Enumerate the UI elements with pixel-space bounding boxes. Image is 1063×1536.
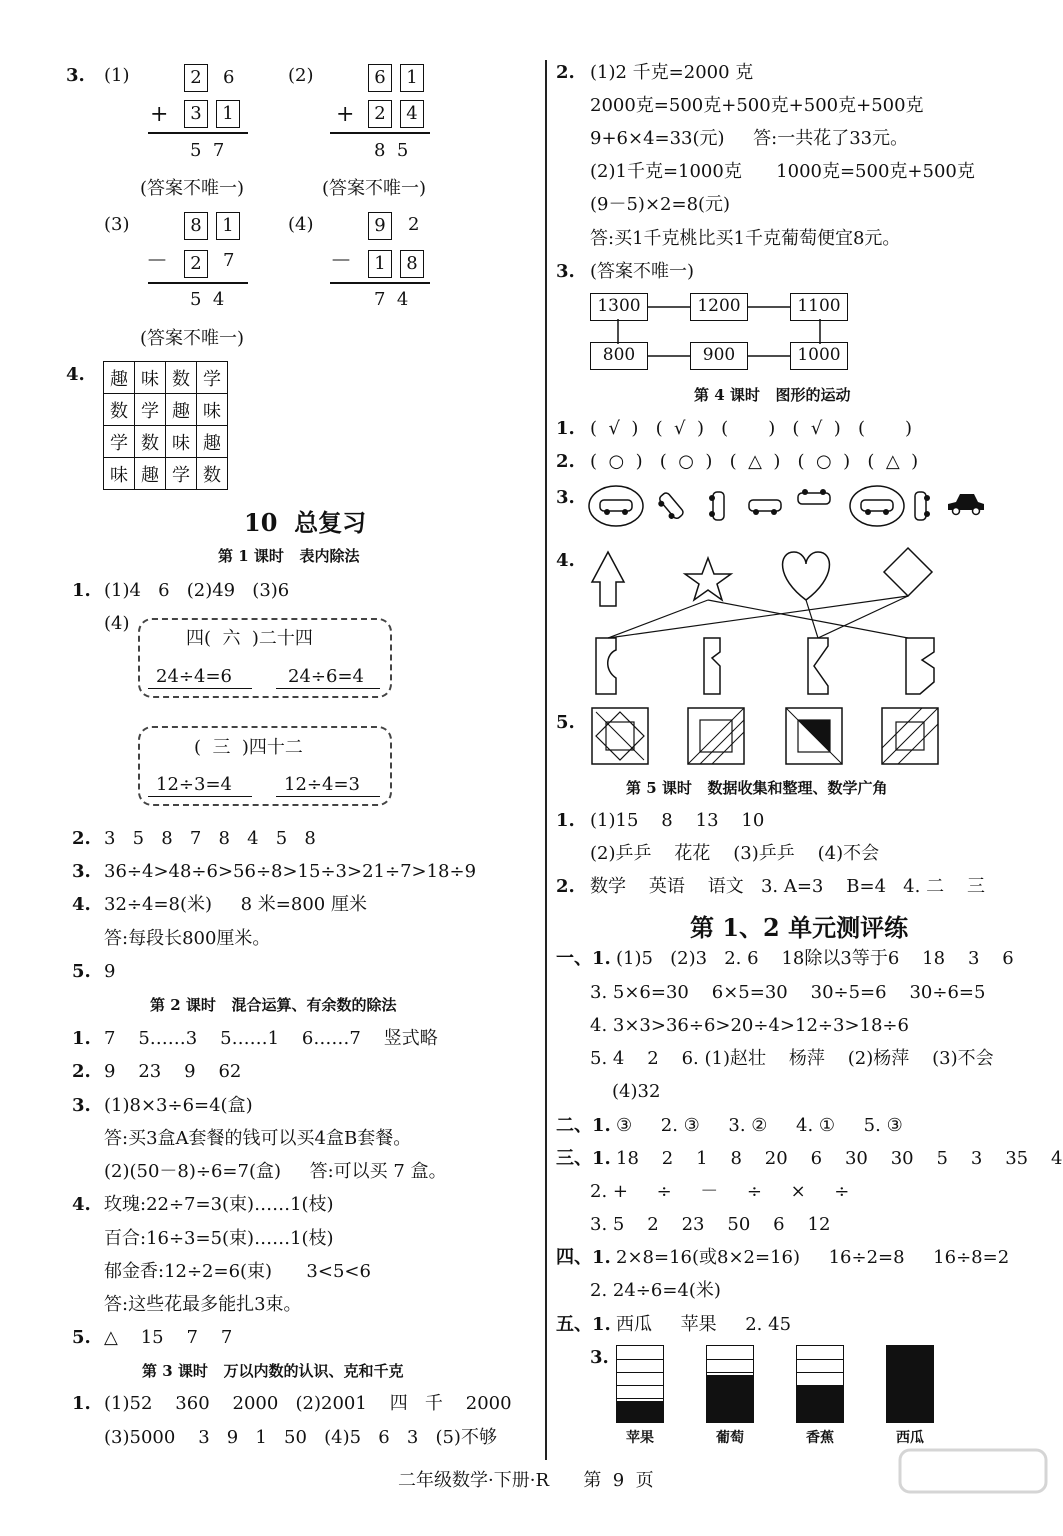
car-rotated-icon [655, 491, 684, 522]
car-flipped-icon [798, 489, 830, 504]
bar-gridline [617, 1372, 663, 1373]
square-patterns [590, 706, 950, 772]
car-solid-icon [948, 494, 984, 515]
pattern-square [882, 708, 938, 764]
question-number: 5. [72, 1327, 91, 1348]
watermark [898, 1448, 1048, 1526]
answer: 答:买3盒A套餐的钱可以买4盒B套餐。 [104, 1128, 412, 1149]
box-text: 24÷6=4 [288, 666, 364, 687]
shape-matching-diagram [586, 542, 966, 702]
answer: 4. 3×3>36÷6>20÷4>12÷3>18÷6 [590, 1015, 909, 1036]
answer: (2)(50－8)÷6=7(盒) 答:可以买 7 盒。 [104, 1161, 447, 1182]
half-shape [704, 638, 720, 694]
minus-sign: － [146, 249, 169, 274]
answer: 32÷4=8(米) 8 米=800 厘米 [104, 894, 367, 915]
part-label: (4) [104, 613, 130, 634]
bar-gridline [797, 1385, 843, 1386]
pattern-square [592, 708, 648, 764]
question-number: 5. [72, 961, 91, 982]
note: (答案不唯一) [140, 328, 245, 349]
underline [276, 688, 380, 689]
digit-box: 8 [400, 250, 424, 278]
bar-label: 西瓜 [896, 1430, 924, 1446]
bar-gridline [707, 1359, 753, 1360]
number-box: 1200 [690, 293, 748, 321]
answer: 2. + ÷ － ÷ × ÷ [590, 1181, 850, 1202]
question-number: 2. [72, 1061, 91, 1082]
bar-column [706, 1345, 754, 1423]
bar-label: 葡萄 [716, 1430, 744, 1446]
answer: 9 [104, 961, 116, 982]
half-shape [808, 638, 828, 694]
answer: (1)5 (2)3 2. 6 18除以3等于6 18 3 6 [616, 948, 1014, 969]
half-shape [906, 638, 934, 694]
answer: 7 5……3 5……1 6……7 竖式略 [104, 1028, 438, 1049]
car-figures [588, 484, 1008, 534]
bar-gridline [797, 1359, 843, 1360]
answer: 36÷4>48÷6>56÷8>15÷3>21÷7>18÷9 [104, 861, 477, 882]
answer: (1)8×3÷6=4(盒) [104, 1095, 253, 1116]
sum-line [148, 132, 248, 134]
question-number: 5. [556, 712, 575, 733]
part-label: (1) [104, 65, 130, 86]
watermark-logo-icon [898, 1448, 1048, 1526]
question-number: 2. [72, 828, 91, 849]
question-number: 3. [556, 261, 575, 282]
box-text: 12÷3=4 [156, 774, 232, 795]
result: 8 5 [374, 140, 409, 161]
car-oval-icon [850, 486, 904, 526]
digit-box: 1 [400, 64, 424, 92]
answer: (答案不唯一) [590, 261, 695, 282]
question-number: 1. [72, 580, 91, 601]
bar-gridline [617, 1398, 663, 1399]
bar-gridline [707, 1372, 753, 1373]
digit-box: 2 [184, 250, 208, 278]
number-box: 1000 [790, 342, 848, 370]
page-footer: 二年级数学·下册·R 第 9 页 [398, 1470, 654, 1491]
section-number: 五、1. [556, 1314, 611, 1335]
answer: 3 5 8 7 8 4 5 8 [104, 828, 316, 849]
question-number: 1. [72, 1393, 91, 1414]
bar-fill [707, 1375, 753, 1422]
box-text: ( 三 )四十二 [194, 737, 303, 758]
car-oval-icon [589, 486, 643, 526]
question-number: 1. [72, 1028, 91, 1049]
bar-column [886, 1345, 934, 1423]
question-number: 3. [66, 65, 85, 86]
digit-box: 4 [400, 100, 424, 128]
answer: 9 23 9 62 [104, 1061, 242, 1082]
car-vertical-icon [709, 492, 724, 520]
question-number: 4. [72, 1194, 91, 1215]
difference-line [148, 282, 248, 284]
answer: 百合:16÷3=5(束)……1(枝) [104, 1228, 334, 1249]
bar-label: 苹果 [626, 1430, 654, 1446]
difference-line [330, 282, 430, 284]
bar-fill [887, 1345, 933, 1422]
question-number: 4. [556, 550, 575, 571]
note: (答案不唯一) [322, 178, 427, 199]
diamond-icon [884, 548, 932, 596]
answer: 9+6×4=33(元) 答:一共花了33元。 [590, 128, 909, 149]
bar-fill [797, 1385, 843, 1422]
box-text: 四( 六 )二十四 [186, 628, 313, 649]
question-number: 2. [556, 62, 575, 83]
number-box: 800 [590, 342, 648, 370]
answer: 5. 4 2 6. (1)赵壮 杨萍 (2)杨萍 (3)不会 [590, 1048, 994, 1069]
bar-gridline [797, 1372, 843, 1373]
answer: (3)5000 3 9 1 50 (4)5 6 3 (5)不够 [104, 1427, 497, 1448]
digit: 6 [223, 67, 235, 88]
answer: ( √ ) ( √ ) ( ) ( √ ) ( ) [590, 418, 913, 439]
car-icon [600, 500, 632, 511]
section-number: 四、1. [556, 1247, 611, 1268]
answer: 2. 24÷6=4(米) [590, 1280, 721, 1301]
star-icon [685, 558, 731, 600]
answer: ③ 2. ③ 3. ② 4. ① 5. ③ [616, 1115, 903, 1136]
answer: (1)2 千克=2000 克 [590, 62, 754, 83]
answer: 答:每段长800厘米。 [104, 928, 271, 949]
answer: (2)1千克=1000克 1000克=500克+500克 [590, 161, 975, 182]
bar-label: 香蕉 [806, 1430, 834, 1446]
question-number: 1. [556, 810, 575, 831]
bar-gridline [617, 1385, 663, 1386]
section-number: 一、1. [556, 948, 611, 969]
question-number: 3. [72, 861, 91, 882]
word-grid: 趣 味 数 学 数 学 趣 味 学 数 味 趣 味 趣 学 数 [103, 361, 228, 490]
half-shape [596, 638, 616, 694]
underline [276, 796, 380, 797]
answer: 3. 5 2 23 50 6 12 [590, 1214, 831, 1235]
arrow-icon [592, 552, 624, 606]
question-number: 3. [590, 1347, 609, 1368]
result: 5 7 [190, 140, 225, 161]
answer: (9－5)×2=8(元) [590, 194, 731, 215]
question-number: 3. [556, 487, 575, 508]
car-icon [749, 500, 781, 515]
question-number: 4. [72, 894, 91, 915]
question-number: 2. [556, 876, 575, 897]
answer: ( ○ ) ( ○ ) ( △ ) ( ○ ) ( △ ) [590, 451, 919, 472]
underline [148, 796, 252, 797]
minus-sign: － [330, 249, 353, 274]
plus-sign: + [150, 102, 169, 127]
car-vertical-icon [915, 492, 930, 520]
part-label: (4) [288, 214, 314, 235]
box-text: 24÷4=6 [156, 666, 232, 687]
section-number: 三、1. [556, 1148, 611, 1169]
answer: (4)32 [612, 1081, 661, 1102]
result: 7 4 [374, 289, 409, 310]
section-number: 二、1. [556, 1115, 611, 1136]
digit: 2 [408, 214, 420, 235]
lesson-title: 第 3 课时 万以内数的认识、克和千克 [142, 1362, 404, 1380]
lesson-title: 第 1 课时 表内除法 [218, 547, 360, 565]
answer: (1)15 8 13 10 [590, 810, 765, 831]
answer: (1)4 6 (2)49 (3)6 [104, 580, 290, 601]
answer: 答:买1千克桃比买1千克葡萄便宜8元。 [590, 228, 901, 249]
lesson-title: 第 5 课时 数据收集和整理、数学广角 [626, 779, 888, 797]
question-number: 4. [66, 364, 85, 385]
lesson-title: 第 4 课时 图形的运动 [694, 386, 851, 404]
digit-box: 1 [368, 250, 392, 278]
bar-gridline [617, 1359, 663, 1360]
lesson-title: 第 2 课时 混合运算、有余数的除法 [150, 996, 397, 1014]
pattern-square [786, 708, 842, 764]
bar-column [796, 1345, 844, 1423]
digit-box: 8 [184, 212, 208, 240]
chapter-title: 10 总复习 [244, 508, 367, 537]
question-number: 1. [556, 418, 575, 439]
answer: (1)52 360 2000 (2)2001 四 千 2000 [104, 1393, 512, 1414]
digit-box: 9 [368, 212, 392, 240]
part-label: (2) [288, 65, 314, 86]
answer: 数学 英语 语文 3. A=3 B=4 4. 二 三 [590, 876, 985, 897]
digit: 7 [223, 250, 235, 271]
column-divider [545, 60, 547, 1460]
digit-box: 1 [216, 100, 240, 128]
bar-fill [617, 1401, 663, 1422]
pattern-square [688, 708, 744, 764]
answer: 2×8=16(或8×2=16) 16÷2=8 16÷8=2 [616, 1247, 1010, 1268]
answer: 玫瑰:22÷7=3(束)……1(枝) [104, 1194, 334, 1215]
digit-box: 1 [216, 212, 240, 240]
part-label: (3) [104, 214, 130, 235]
question-number: 2. [556, 451, 575, 472]
digit-box: 6 [368, 64, 392, 92]
answer: 郁金香:12÷2=6(束) 3<5<6 [104, 1261, 371, 1282]
answer: 2000克=500克+500克+500克+500克 [590, 95, 924, 116]
fruit-bars [616, 1345, 946, 1445]
answer: 答:这些花最多能扎3束。 [104, 1294, 302, 1315]
result: 5 4 [190, 289, 225, 310]
underline [148, 688, 252, 689]
question-number: 3. [72, 1095, 91, 1116]
section-title: 第 1、2 单元测评练 [690, 913, 909, 942]
plus-sign: + [336, 102, 355, 127]
answer: (2)乒乒 花花 (3)乒乒 (4)不会 [590, 843, 880, 864]
heart-icon [783, 552, 830, 600]
answer: 3. 5×6=30 6×5=30 30÷5=6 30÷6=5 [590, 982, 986, 1003]
number-box: 900 [690, 342, 748, 370]
digit-box: 3 [184, 100, 208, 128]
number-box: 1300 [590, 293, 648, 321]
answer: 18 2 1 8 20 6 30 30 5 3 35 4 [616, 1148, 1063, 1169]
note: (答案不唯一) [140, 178, 245, 199]
sum-line [330, 132, 430, 134]
digit-box: 2 [184, 64, 208, 92]
box-text: 12÷4=3 [284, 774, 360, 795]
answer: △ 15 7 7 [104, 1327, 233, 1348]
number-box: 1100 [790, 293, 848, 321]
digit-box: 2 [368, 100, 392, 128]
answer: 西瓜 苹果 2. 45 [616, 1314, 792, 1335]
bar-column [616, 1345, 664, 1423]
